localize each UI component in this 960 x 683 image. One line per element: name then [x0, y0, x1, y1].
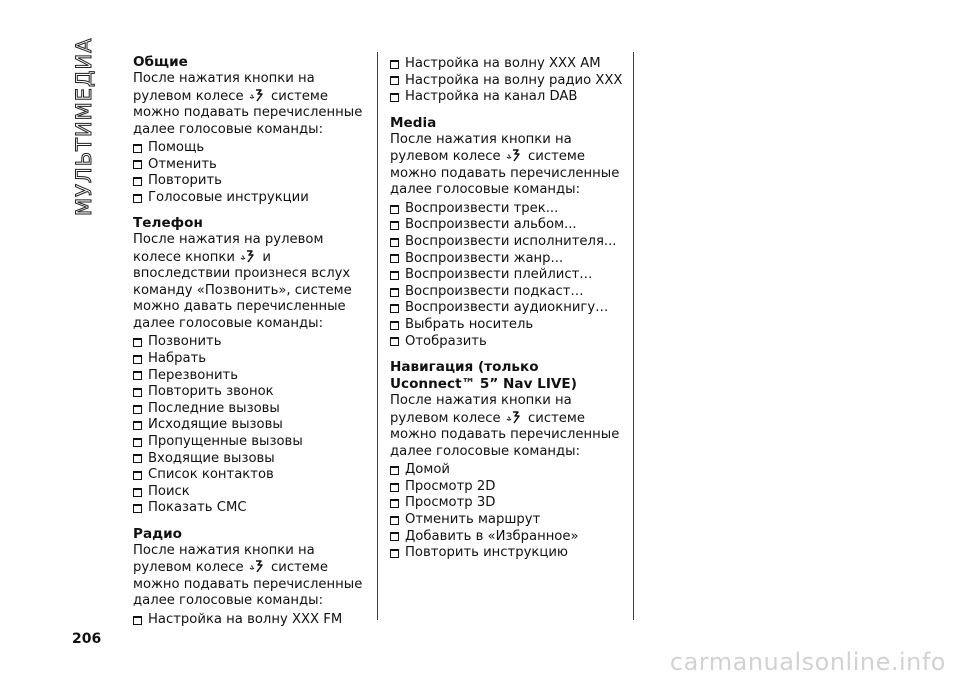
list-item: Настройка на волну радио ХХХ: [390, 73, 625, 90]
command-list: [390, 462, 625, 562]
bullet-icon: [390, 254, 399, 263]
list-item: Домой: [390, 462, 625, 479]
bullet-icon: [390, 466, 399, 475]
column-divider: [633, 52, 634, 620]
section: [390, 115, 625, 350]
text-column-right: [390, 54, 625, 562]
bullet-icon: [390, 532, 399, 541]
bullet-icon: [390, 304, 399, 313]
bullet-icon: [390, 483, 399, 492]
section-intro: После нажатия кнопки на рулевом колесе системе можно подавать перечисленные далее голосовые команды:: [133, 71, 363, 137]
bullet-icon: [390, 549, 399, 558]
list-item: Пропущенные вызовы: [133, 434, 363, 451]
bullet-icon: [133, 504, 142, 513]
bullet-icon: [133, 177, 142, 186]
command-list: [390, 56, 625, 106]
bullet-icon: [390, 76, 399, 85]
list-item: Настройка на волну ХХХ AM: [390, 56, 625, 73]
bullet-icon: [133, 421, 142, 430]
bullet-icon: [390, 337, 399, 346]
command-list: [133, 612, 363, 629]
command-list: [133, 140, 363, 206]
list-item: Настройка на волну ХХХ FM: [133, 612, 363, 629]
list-item: Голосовые инструкции: [133, 190, 363, 207]
bullet-icon: [133, 160, 142, 169]
bullet-icon: [390, 205, 399, 214]
bullet-icon: [133, 454, 142, 463]
section-heading: Радио: [133, 525, 182, 542]
list-item: Воспроизвести подкаст…: [390, 284, 625, 301]
command-list: [390, 201, 625, 350]
list-item: Повторить: [133, 173, 363, 190]
section-heading: Телефон: [133, 215, 203, 232]
bullet-icon: [133, 355, 142, 364]
bullet-icon: [390, 288, 399, 297]
bullet-icon: [133, 471, 142, 480]
section: [390, 359, 625, 562]
bullet-icon: [390, 321, 399, 330]
bullet-icon: [390, 238, 399, 247]
bullet-icon: [133, 616, 142, 625]
bullet-icon: [390, 60, 399, 69]
list-item: Просмотр 3D: [390, 495, 625, 512]
list-item: Повторить звонок: [133, 384, 363, 401]
list-item: Добавить в «Избранное»: [390, 529, 625, 546]
command-list: [133, 334, 363, 517]
bullet-icon: [133, 371, 142, 380]
bullet-icon: [133, 438, 142, 447]
watermark: carmanualsonline.info: [669, 648, 946, 676]
list-item: Перезвонить: [133, 368, 363, 385]
list-item: Повторить инструкцию: [390, 545, 625, 562]
section: [133, 54, 363, 206]
list-item: Последние вызовы: [133, 401, 363, 418]
bullet-icon: [390, 499, 399, 508]
bullet-icon: [133, 144, 142, 153]
list-item: Воспроизвести плейлист…: [390, 267, 625, 284]
list-item: Воспроизвести жанр...: [390, 251, 625, 268]
text-column-left: [133, 54, 363, 629]
list-item: Помощь: [133, 140, 363, 157]
section-intro: После нажатия на рулевом колесе кнопки и впоследствии произнеся вслух команду «Позвонить», системе можно давать перечисленные далее голосовые команды:: [133, 232, 352, 331]
list-item: Воспроизвести аудиокнигу…: [390, 300, 625, 317]
list-item: Отобразить: [390, 334, 625, 351]
section-side-title: МУЛЬТИМЕДИА: [72, 37, 96, 216]
list-item: Воспроизвести исполнителя...: [390, 234, 625, 251]
list-item: Выбрать носитель: [390, 317, 625, 334]
bullet-icon: [133, 488, 142, 497]
list-item: Поиск: [133, 484, 363, 501]
list-item: Настройка на канал DAB: [390, 89, 625, 106]
bullet-icon: [390, 516, 399, 525]
section-heading: Media: [390, 114, 437, 131]
list-item: Воспроизвести альбом...: [390, 217, 625, 234]
voice-command-icon: [249, 88, 265, 102]
voice-command-icon: [506, 148, 522, 162]
column-divider: [377, 52, 378, 620]
section-intro: После нажатия кнопки на рулевом колесе системе можно подавать перечисленные далее голосовые команды:: [390, 131, 620, 198]
bullet-icon: [390, 221, 399, 230]
list-item: Список контактов: [133, 467, 363, 484]
list-item: Просмотр 2D: [390, 479, 625, 496]
section: [133, 526, 363, 629]
voice-command-icon: [240, 249, 256, 263]
page-number: 206: [72, 631, 102, 647]
bullet-icon: [133, 194, 142, 203]
voice-command-icon: [506, 410, 522, 424]
bullet-icon: [133, 388, 142, 397]
section-heading: Навигация (только Uconnect™ 5” Nav LIVE): [390, 359, 577, 393]
section-heading: Общие: [133, 54, 188, 70]
list-item: Исходящие вызовы: [133, 417, 363, 434]
list-item: Отменить: [133, 157, 363, 174]
list-item: Позвонить: [133, 334, 363, 351]
bullet-icon: [390, 271, 399, 280]
list-item: Показать СМС: [133, 500, 363, 517]
bullet-icon: [390, 93, 399, 102]
section: [133, 215, 363, 517]
list-item: Воспроизвести трек...: [390, 201, 625, 218]
voice-command-icon: [249, 559, 265, 573]
list-item: Набрать: [133, 351, 363, 368]
section-intro: После нажатия кнопки на рулевом колесе системе можно подавать перечисленные далее голосовые команды:: [133, 542, 363, 609]
bullet-icon: [133, 338, 142, 347]
bullet-icon: [133, 405, 142, 414]
list-item: Входящие вызовы: [133, 451, 363, 468]
section: [390, 56, 625, 106]
section-intro: После нажатия кнопки на рулевом колесе системе можно подавать перечисленные далее голосовые команды:: [390, 393, 620, 459]
list-item: Отменить маршрут: [390, 512, 625, 529]
